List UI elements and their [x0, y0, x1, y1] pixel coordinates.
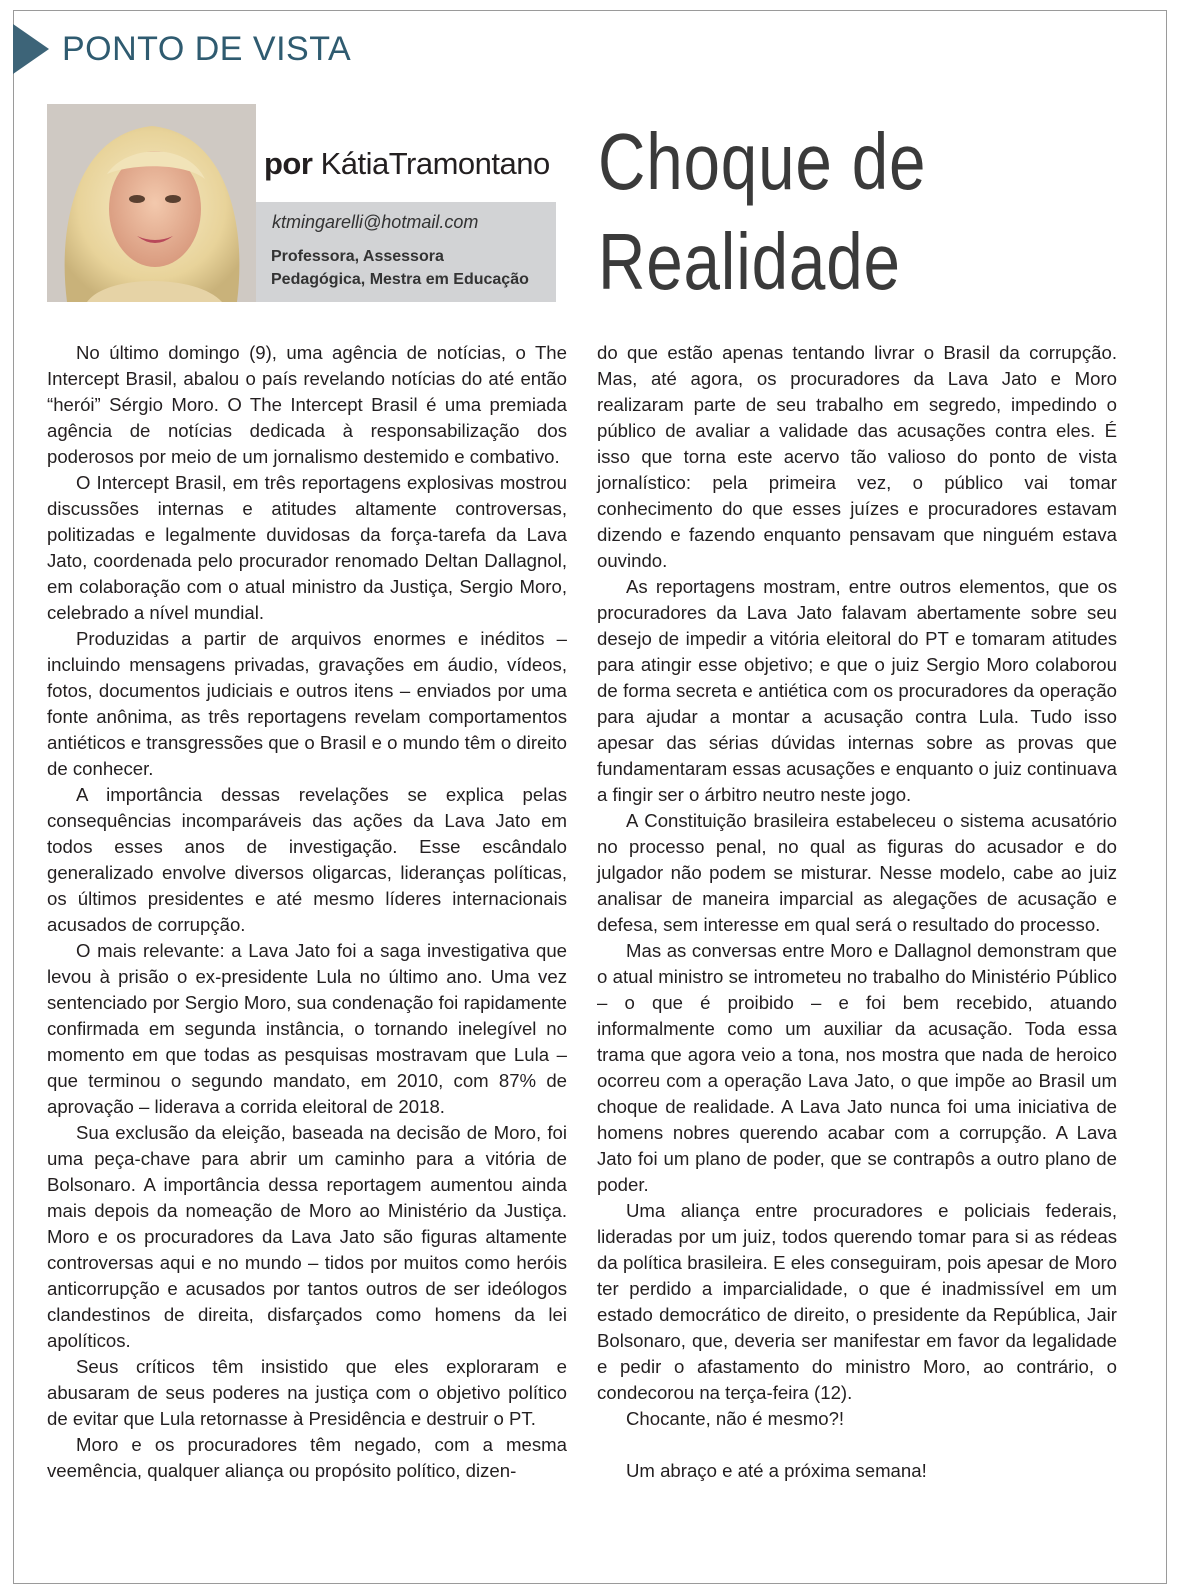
author-email: ktmingarelli@hotmail.com	[272, 212, 479, 232]
paragraph: Chocante, não é mesmo?!	[626, 1408, 845, 1429]
paragraph: Moro e os procuradores têm negado, com a mesma veemência, qualquer aliança ou propósito político, dizen-	[47, 1434, 567, 1481]
author-byline	[264, 146, 550, 182]
paragraph: No último domingo (9), uma agência de notícias, o The Intercept Brasil, abalou o país revelando notícias do até então “herói” Sérgio Moro. O The Intercept Brasil é uma premiada agência de notícias dedicada à responsabilização dos poderosos por meio de um jornalismo destemido e combativo.	[47, 342, 567, 467]
section-arrow-icon	[13, 24, 49, 74]
author-photo	[47, 104, 256, 302]
section-title: PONTO DE VISTA	[62, 30, 352, 68]
article-headline	[598, 112, 1057, 312]
headline-line-1: Choque de	[598, 117, 927, 206]
paragraph: As reportagens mostram, entre outros elementos, que os procuradores da Lava Jato falavam abertamente sobre seu desejo de impedir a vitória eleitoral do PT e tomaram atitudes para atingir esse objetivo; e que o juiz Sergio Moro colaborou de forma secreta e antiética com os procuradores da operação para ajudar a montar a acusação contra Lula. Tudo isso apesar das sérias dúvidas internas sobre as provas que fundamentaram essas acusações e enquanto o juiz continuava a fingir ser o árbitro neutro neste jogo.	[597, 576, 1117, 805]
article-column-right	[597, 340, 1117, 1484]
author-name: KátiaTramontano	[320, 146, 550, 181]
paragraph: O Intercept Brasil, em três reportagens explosivas mostrou discussões internas e atitudes altamente controversas, politizadas e legalmente duvidosas da força-tarefa da Lava Jato, coordenada pelo procurador renomado Deltan Dallagnol, em colaboração com o atual ministro da Justiça, Sergio Moro, celebrado a nível mundial.	[47, 472, 567, 623]
paragraph: Seus críticos têm insistido que eles exploraram e abusaram de seus poderes na justiça com o objetivo político de evitar que Lula retornasse à Presidência e destruir o PT.	[47, 1356, 567, 1429]
author-role	[271, 245, 551, 291]
paragraph: Mas as conversas entre Moro e Dallagnol demonstram que o atual ministro se intrometeu no trabalho do Ministério Público – o que é proibido – e foi bem recebido, atuando informalmente como um auxiliar da acusação. Toda essa trama que agora veio a tona, nos mostra que nada de heroico ocorreu com a operação Lava Jato, o que impõe ao Brasil um choque de realidade. A Lava Jato nunca foi uma iniciativa de homens nobres querendo acabar com a corrupção. A Lava Jato foi um plano de poder, que se contrapôs a outro plano de poder.	[597, 940, 1117, 1195]
article-column-left	[47, 340, 567, 1484]
paragraph: O mais relevante: a Lava Jato foi a saga investigativa que levou à prisão o ex-presidente Lula no último ano. Uma vez sentenciado por Sergio Moro, sua condenação foi rapidamente confirmada em segunda instância, o tornando inelegível no momento em que todas as pesquisas mostravam que Lula – que terminou o segundo mandato, em 2010, com 87% de aprovação – liderava a corrida eleitoral de 2018.	[47, 940, 567, 1117]
paragraph: do que estão apenas tentando livrar o Brasil da corrupção. Mas, até agora, os procuradores da Lava Jato e Moro realizaram parte de seu trabalho em segredo, impedindo o público de avaliar a validade das acusações contra eles. É isso que torna este acervo tão valioso do ponto de vista jornalístico: pela primeira vez, o público vai tomar conhecimento do que esses juízes e procuradores estavam dizendo e fazendo enquanto pensavam que ninguém estava ouvindo.	[597, 342, 1117, 571]
author-role-line-2: Pedagógica, Mestra em Educação	[271, 271, 529, 288]
paragraph: A importância dessas revelações se explica pelas consequências incomparáveis das ações da Lava Jato em todos esses anos de investigação. Esse escândalo generalizado envolve diversos oligarcas, lideranças políticas, os últimos presidentes e até mesmo líderes internacionais acusados de corrupção.	[47, 784, 567, 935]
paragraph: A Constituição brasileira estabeleceu o sistema acusatório no processo penal, no qual as figuras do acusador e do julgador não podem se misturar. Nesse modelo, cabe ao juiz analisar de maneira imparcial as alegações de acusação e defesa, sem interesse em qual será o resultado do processo.	[597, 810, 1117, 935]
paragraph: Uma aliança entre procuradores e policiais federais, lideradas por um juiz, todos querendo tomar para si as rédeas da política brasileira. E eles conseguiram, pois apesar de Moro ter perdido a imparcialidade, o que é inadmissível em um estado democrático de direito, o presidente da República, Jair Bolsonaro, que, deveria ser manifestar em favor da legalidade e pedir o afastamento do ministro Moro, ao contrário, o condecorou na terça-feira (12).	[597, 1200, 1117, 1403]
sign-off: Um abraço e até a próxima semana!	[626, 1460, 927, 1481]
byline-prefix: por	[264, 146, 313, 181]
author-role-line-1: Professora, Assessora	[271, 248, 444, 265]
headline-line-2: Realidade	[598, 217, 901, 306]
paragraph: Sua exclusão da eleição, baseada na decisão de Moro, foi uma peça-chave para abrir um caminho para a vitória de Bolsonaro. A importância dessa reportagem aumentou ainda mais depois da nomeação de Moro ao Ministério da Justiça. Moro e os procuradores da Lava Jato são figuras altamente controversas aqui e no mundo – tidos por muitos como heróis anticorrupção e acusados por tantos outros de ser ideólogos clandestinos de direita, disfarçados como homens da lei apolíticos.	[47, 1122, 567, 1351]
paragraph: Produzidas a partir de arquivos enormes e inéditos – incluindo mensagens privadas, gravações em áudio, vídeos, fotos, documentos judiciais e outros itens – enviados por uma fonte anônima, as três reportagens revelam comportamentos antiéticos e transgressões que o Brasil e o mundo têm o direito de conhecer.	[47, 628, 567, 779]
